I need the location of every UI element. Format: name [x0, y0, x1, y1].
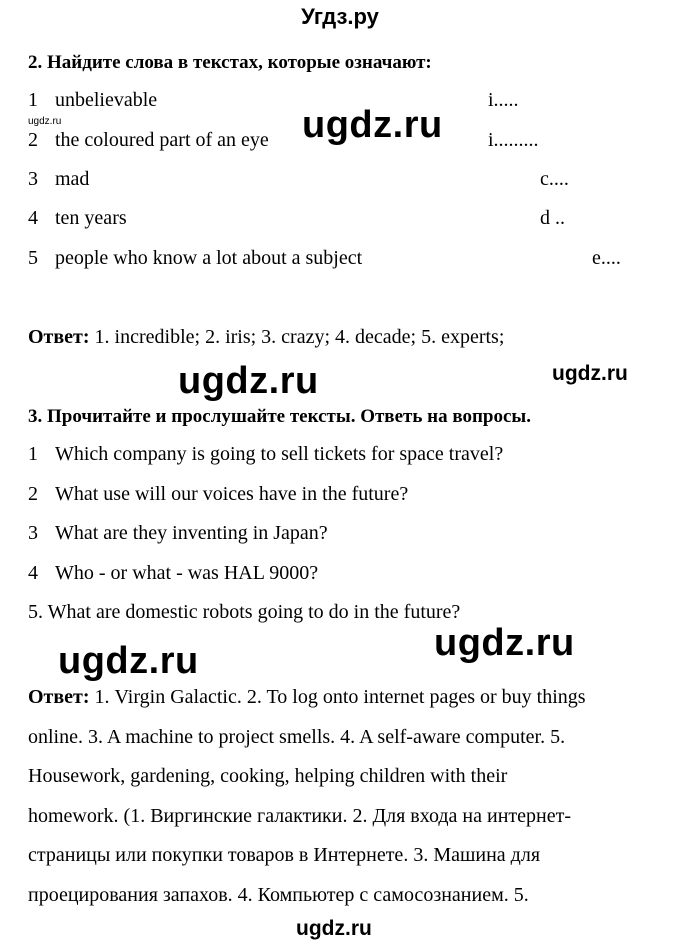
task2-item-5-text: people who know a lot about a subject	[55, 247, 363, 269]
task2-item-3-number: 3	[28, 168, 38, 190]
site-title: Угдз.ру	[301, 4, 379, 29]
task2-item-4-hint: d ..	[540, 207, 565, 229]
task2-item-1-number: 1	[28, 89, 38, 111]
task3-answer-line-2: online. 3. A machine to project smells. 4. A self-aware computer. 5.	[28, 725, 566, 748]
task3-answer-line-6: проецирования запахов. 4. Компьютер с самосознанием. 5.	[28, 883, 529, 906]
task3-question-3-number: 3	[28, 522, 38, 544]
watermark-medium: ugdz.ru	[552, 362, 628, 385]
watermark-big: ugdz.ru	[434, 622, 575, 664]
task3-answer-line-4: homework. (1. Виргинские галактики. 2. Для входа на интернет-	[28, 804, 572, 827]
task3-question-2-number: 2	[28, 483, 38, 505]
task3-answer-line-3: Housework, gardening, cooking, helping children with their	[28, 765, 508, 787]
task3-question-4-number: 4	[28, 562, 38, 584]
task2-answer-label: Ответ:	[28, 326, 90, 348]
watermark-big: ugdz.ru	[302, 104, 443, 146]
task2-item-3-text: mad	[55, 168, 90, 190]
watermark-big: ugdz.ru	[58, 640, 199, 682]
task3-question-1-number: 1	[28, 443, 38, 465]
task3-question-3-text: What are they inventing in Japan?	[55, 522, 328, 544]
task3-heading: 3. Прочитайте и прослушайте тексты. Ответь на вопросы.	[28, 406, 531, 427]
task2-item-4-text: ten years	[55, 207, 127, 229]
task3-question-4-text: Who - or what - was HAL 9000?	[55, 562, 319, 584]
task2-item-5-hint: e....	[592, 247, 621, 269]
task2-heading: 2. Найдите слова в текстах, которые означают:	[28, 52, 432, 73]
task3-question-5: 5. What are domestic robots going to do in the future?	[28, 601, 461, 623]
watermark-small: ugdz.ru	[28, 116, 62, 127]
task3-question-1-text: Which company is going to sell tickets for space travel?	[55, 443, 504, 465]
task3-answer-label: Ответ:	[28, 686, 90, 708]
task2-item-2-hint: i.........	[488, 129, 539, 151]
task2-item-1-text: unbelievable	[55, 89, 158, 111]
task2-item-5-number: 5	[28, 247, 38, 269]
task2-item-2-text: the coloured part of an eye	[55, 129, 269, 151]
task3-question-2-text: What use will our voices have in the future?	[55, 483, 409, 505]
task2-item-3-hint: c....	[540, 168, 569, 190]
task3-answer-line-5: страницы или покупки товаров в Интернете. 3. Машина для	[28, 844, 541, 866]
watermark-big: ugdz.ru	[178, 360, 319, 402]
task2-answer-text: 1. incredible; 2. iris; 3. crazy; 4. decade; 5. experts;	[94, 326, 505, 348]
task3-answer-line-1	[28, 678, 668, 718]
task2-item-4-number: 4	[28, 207, 38, 229]
task3-answer	[28, 678, 668, 915]
task3-answer-line-1-text: 1. Virgin Galactic. 2. To log onto internet pages or buy things	[94, 686, 586, 708]
watermark-footer: ugdz.ru	[296, 917, 372, 940]
task2-answer	[28, 326, 504, 349]
task2-item-2-number: 2	[28, 129, 38, 151]
task2-item-1-hint: i.....	[488, 89, 519, 111]
